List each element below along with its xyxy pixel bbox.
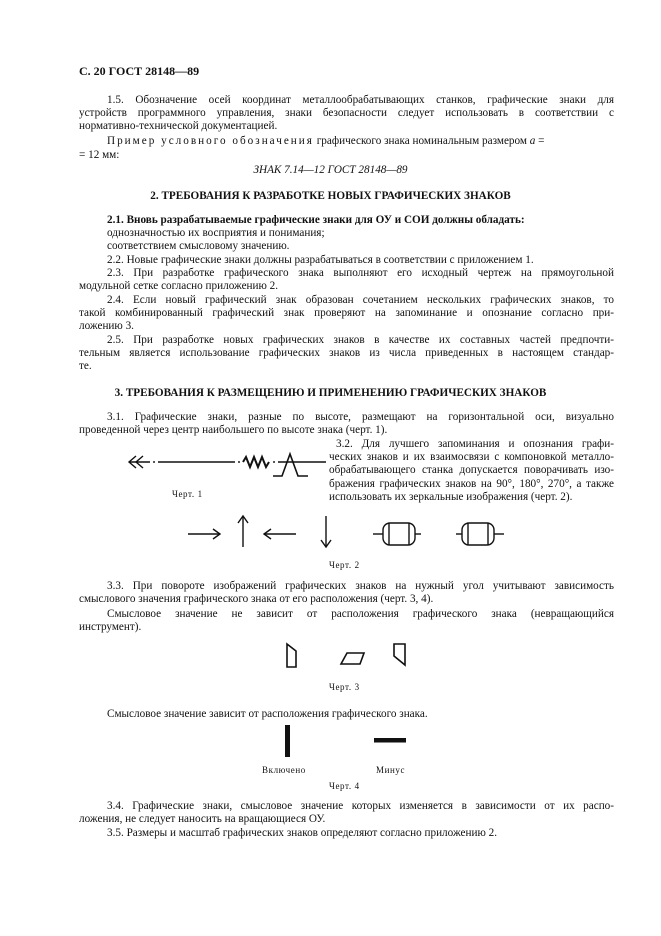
horizontal-bar-icon xyxy=(374,738,406,743)
example-lead: Пример условного обозначения xyxy=(107,135,314,147)
para-3-3-line-2: смыслового значения графического знака от его расположения (черт. 3, 4). xyxy=(79,593,434,605)
para-2-1-item-b: соответствием смысловому значению. xyxy=(107,240,290,252)
para-3-4-line-1: 3.4. Графические знаки, смысловое значение которых изменяется в зависимости от их распо- xyxy=(107,800,614,812)
para-3-2-line-5: использовать их зеркальные изображения (черт. 2). xyxy=(329,491,573,503)
para-2-5-line-3: те. xyxy=(79,360,92,372)
para-3-2-line-2: ческих знаков и их взаимосвязи с компоновкой металло- xyxy=(329,451,614,463)
figure-4-caption: Черт. 4 xyxy=(329,781,360,791)
figure-2-drawing xyxy=(180,510,520,556)
para-2-4-line-2: такой комбинированный графический знак проверяют на запоминание и опознание согласно при- xyxy=(79,307,614,319)
page-header: С. 20 ГОСТ 28148—89 xyxy=(79,64,200,78)
example-rest: графического знака номинальным размером xyxy=(313,135,530,147)
label-minus: Минус xyxy=(376,765,406,775)
para-1-5-line-1: 1.5. Обозначение осей координат металлообрабатывающих станков, графические знаки для xyxy=(107,94,614,106)
motor-icon-2 xyxy=(456,523,504,545)
para-2-2: 2.2. Новые графические знаки должны разрабатываться в соответствии с приложением 1. xyxy=(107,254,534,266)
example-var: a xyxy=(529,135,536,147)
motor-icon-1 xyxy=(373,523,421,545)
para-3-1-line-2: проведенной через центр наибольшего по высоте знака (черт. 1). xyxy=(79,424,388,436)
para-3-2-line-1: 3.2. Для лучшего запоминания и опознания графи- xyxy=(336,438,614,450)
peak-icon xyxy=(273,454,308,476)
figure-1-caption: Черт. 1 xyxy=(172,489,203,499)
tool-shape-icon-2 xyxy=(341,653,364,664)
section-2-title: 2. ТРЕБОВАНИЯ К РАЗРАБОТКЕ НОВЫХ ГРАФИЧЕСКИХ ЗНАКОВ xyxy=(150,190,511,202)
example-line-2: = 12 мм: xyxy=(79,149,120,161)
arrow-up-icon xyxy=(238,516,248,547)
arrow-down-icon xyxy=(321,516,331,547)
para-3-3c: Смысловое значение зависит от расположения графического знака. xyxy=(107,708,428,720)
zigzag-icon xyxy=(243,457,269,467)
vertical-bar-icon xyxy=(285,725,290,757)
example-line-1 xyxy=(107,135,544,148)
para-2-3-line-1: 2.3. При разработке графического знака выполняют его исходный чертеж на прямоугольной xyxy=(107,267,614,279)
figure-3-caption: Черт. 3 xyxy=(329,682,360,692)
para-2-4-line-1: 2.4. Если новый графический знак образован сочетанием нескольких графических знаков, то xyxy=(107,294,614,306)
figure-2-caption: Черт. 2 xyxy=(329,560,360,570)
example-tail: = xyxy=(535,135,545,147)
para-2-5-line-2: тельным является использование графических знаков из числа приведенных в настоящем стандар- xyxy=(79,347,614,359)
para-3-3b-line-1: Смысловое значение не зависит от расположения графического знака (невращающийся xyxy=(107,608,614,620)
para-3-2-line-3: обрабатывающего станка допускается поворачивать изо- xyxy=(329,464,614,476)
para-3-2-line-4: бражения графических знаков на 90°, 180°, 270°, а также xyxy=(329,478,614,490)
arrow-left-icon xyxy=(264,529,296,539)
arrow-right-icon xyxy=(188,529,220,539)
figure-3-drawing xyxy=(280,640,415,672)
label-on: Включено xyxy=(262,765,306,775)
figure-4-drawing xyxy=(280,722,410,762)
para-2-4-line-3: ложению 3. xyxy=(79,320,134,332)
example-formula: ЗНАК 7.14—12 ГОСТ 28148—89 xyxy=(253,164,408,176)
tool-shape-icon-1 xyxy=(287,644,296,667)
para-3-5: 3.5. Размеры и масштаб графических знаков определяют согласно приложению 2. xyxy=(107,827,498,839)
para-3-1-line-1: 3.1. Графические знаки, разные по высоте, размещают на горизонтальной оси, визуально xyxy=(107,411,614,423)
para-2-1-item-a: однозначностью их восприятия и понимания; xyxy=(107,227,325,239)
section-3-title: 3. ТРЕБОВАНИЯ К РАЗМЕЩЕНИЮ И ПРИМЕНЕНИЮ ГРАФИЧЕСКИХ ЗНАКОВ xyxy=(114,387,547,399)
para-3-3b-line-2: инструмент). xyxy=(79,621,142,633)
para-2-3-line-2: модульной сетке согласно приложению 2. xyxy=(79,280,279,292)
para-3-3-line-1: 3.3. При повороте изображений графических знаков на нужный угол учитывают зависимость xyxy=(107,580,614,592)
figure-1-drawing xyxy=(60,450,330,490)
para-3-4-line-2: ложения, не следует наносить на вращающиеся ОУ. xyxy=(79,813,326,825)
para-2-1: 2.1. Вновь разрабатываемые графические знаки для ОУ и СОИ должны обладать: xyxy=(107,214,525,226)
para-1-5-line-2: устройств программного управления, знаки безопасности следует использовать в соответствии с xyxy=(79,107,614,119)
para-2-5-line-1: 2.5. При разработке новых графических знаков в качестве их составных частей предпочти- xyxy=(107,334,614,346)
para-1-5-line-3: нормативно-технической документацией. xyxy=(79,120,278,132)
tool-shape-icon-3 xyxy=(394,644,405,665)
